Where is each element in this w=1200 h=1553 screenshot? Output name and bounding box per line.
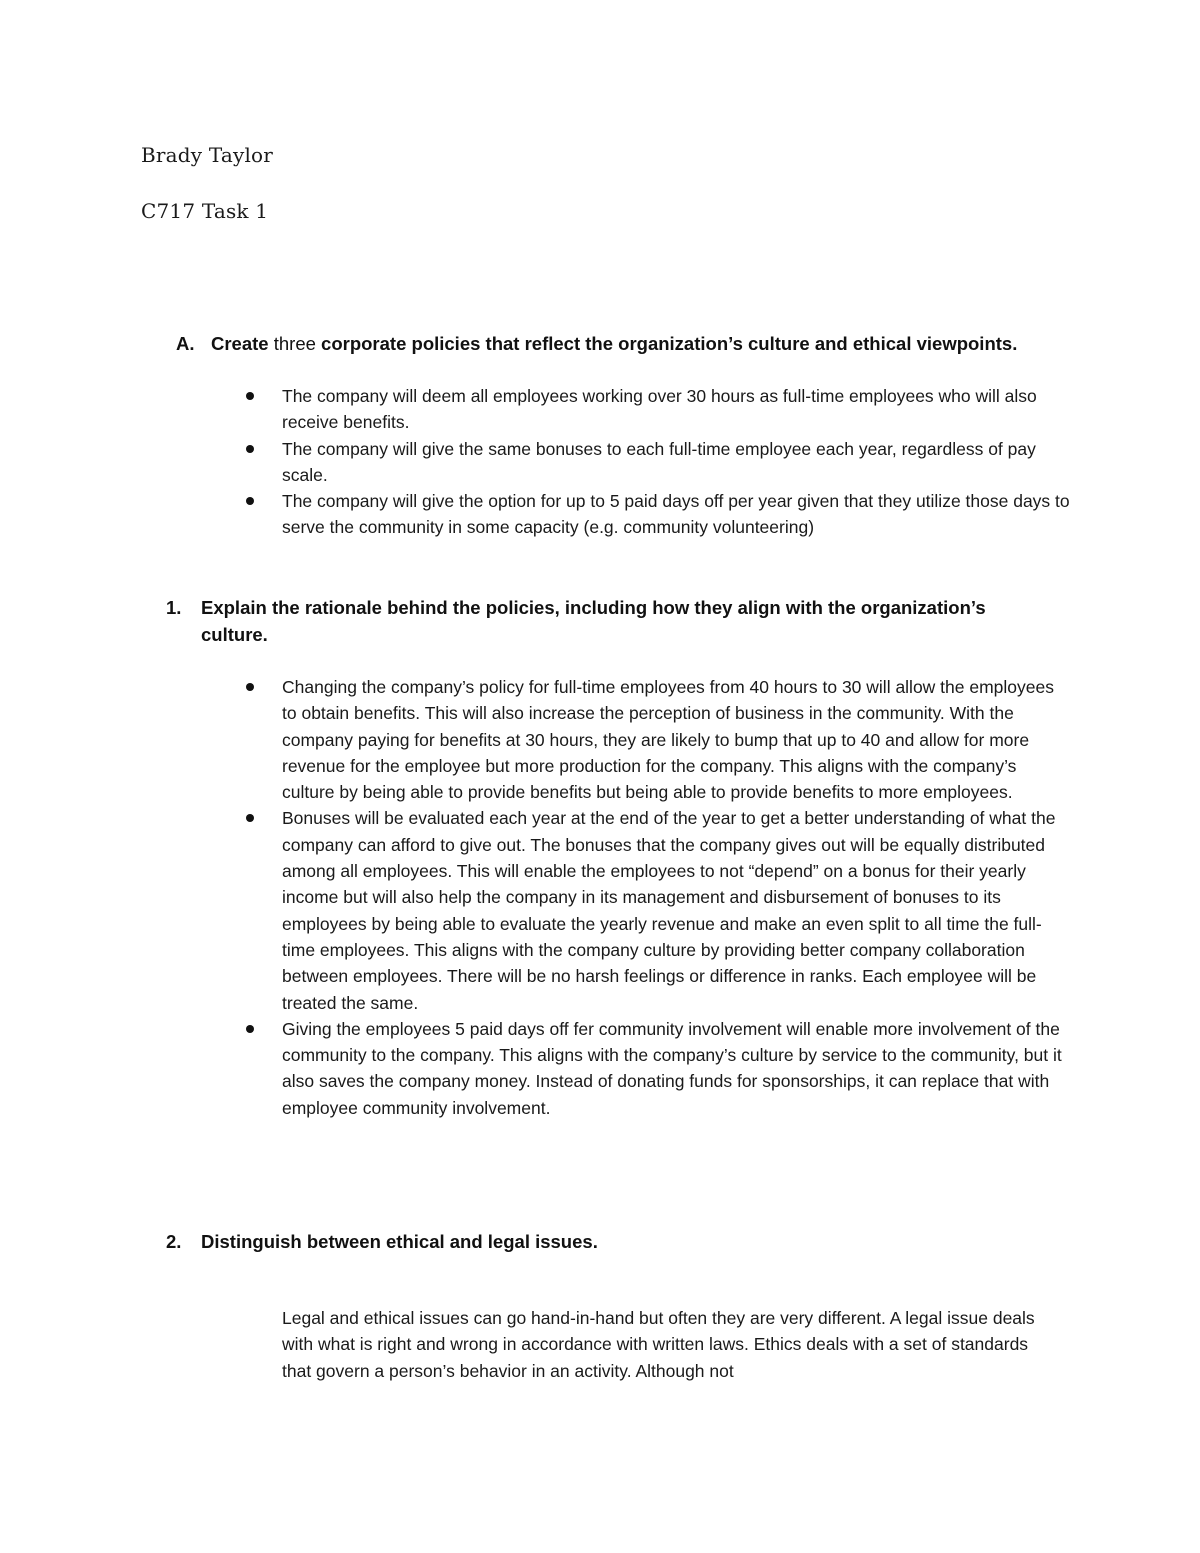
section-a-heading-part1: Create: [211, 333, 269, 354]
list-item: [282, 488, 1072, 541]
list-item: [282, 674, 1072, 805]
bullet-text: The company will give the same bonuses to each full-time employee each year, regardless of pay scale.: [282, 438, 1036, 485]
bullet-icon: [246, 814, 254, 822]
course-task-label: C717 Task 1: [141, 199, 269, 223]
bullet-icon: [246, 497, 254, 505]
section-2-heading: [166, 1228, 1031, 1255]
bullet-text: The company will give the option for up to 5 paid days off per year given that they utilize those days to serve the community in some capacity (e.g. community volunteering): [282, 491, 1070, 538]
bullet-icon: [246, 445, 254, 453]
bullet-icon: [246, 392, 254, 400]
list-item: [282, 1016, 1072, 1121]
section-1-marker: 1.: [166, 597, 182, 618]
bullet-icon: [246, 1025, 254, 1033]
bullet-text: The company will deem all employees working over 30 hours as full-time employees who will also receive benefits.: [282, 386, 1037, 433]
section-2-heading-text: Distinguish between ethical and legal issues.: [201, 1231, 598, 1252]
section-1-heading-text: Explain the rationale behind the policies, including how they align with the organization’s culture.: [201, 597, 986, 645]
bullet-text: Giving the employees 5 paid days off fer community involvement will enable more involvement of the community to the company. This aligns with the company’s culture by service to the community, but it also saves the company money. Instead of donating funds for sponsorships, it can replace that with employee community involvement.: [282, 1018, 1062, 1118]
section-1-bullet-list: [282, 674, 1072, 1121]
section-a-heading: [176, 330, 1111, 357]
list-item: [282, 436, 1072, 489]
bullet-icon: [246, 683, 254, 691]
bullet-text: Bonuses will be evaluated each year at the end of the year to get a better understanding of what the company can afford to give out. The bonuses that the company gives out will be equally distributed among all employees. This will enable the employees to not “depend” on a bonus for their yearly income but will also help the company in its management and disbursement of bonuses to its employees by being able to evaluate the yearly revenue and make an even split to all time the full-time employees. This aligns with the company culture by providing better company collaboration between employees. There will be no harsh feelings or difference in ranks. Each employee will be treated the same.: [282, 808, 1056, 1013]
section-1-heading: [166, 594, 1031, 648]
section-2-paragraph: Legal and ethical issues can go hand-in-hand but often they are very different. A legal issue deals with what is right and wrong in accordance with written laws. Ethics deals with a set of standards that govern a person’s behavior in an activity. Although not: [282, 1308, 1035, 1381]
section-a-marker: A.: [176, 333, 195, 354]
author-name: Brady Taylor: [141, 143, 274, 167]
section-2-marker: 2.: [166, 1231, 182, 1252]
list-item: [282, 383, 1072, 436]
bullet-text: Changing the company’s policy for full-time employees from 40 hours to 30 will allow the employees to obtain benefits. This will also increase the perception of business in the community. With the company paying for benefits at 30 hours, they are likely to bump that up to 40 and allow for more revenue for the employee but more production for the company. This aligns with the company’s culture by being able to provide benefits but being able to provide benefits to more employees.: [282, 677, 1054, 803]
list-item: [282, 805, 1072, 1015]
section-a-heading-part2: three: [273, 333, 316, 354]
section-a-bullet-list: [282, 383, 1072, 541]
section-a-heading-part3: corporate policies that reflect the organization’s culture and ethical viewpoints.: [321, 333, 1018, 354]
